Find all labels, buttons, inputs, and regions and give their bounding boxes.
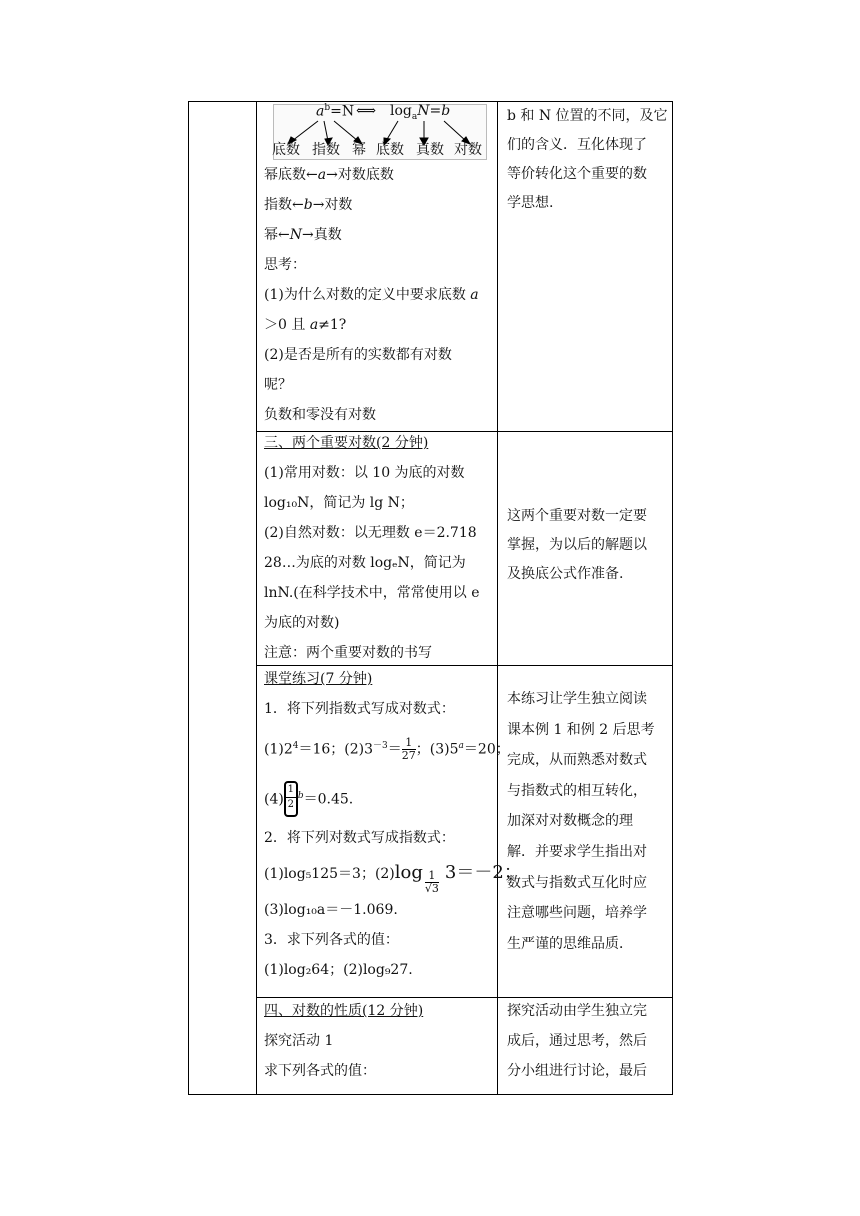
exercise-2-line1: (1)log₅125＝3；(2)log $\frac{1}{√3}$ 3＝－2；	[264, 862, 522, 896]
mapping-line: 幂底数←a→对数底数	[264, 167, 394, 183]
section-2-content	[264, 160, 479, 430]
text-line: (2)自然对数：以无理数 e＝2.718	[264, 525, 477, 541]
log-base-fraction: $\frac{1}{√3}$	[424, 869, 439, 896]
diagram-log-form: $\log_aN=b$	[390, 103, 451, 122]
text-line: 探究活动 1	[264, 1033, 334, 1049]
text-line: log₁₀N，简记为 lg N；	[264, 495, 414, 511]
question-2: (2)是否是所有的实数都有对数	[264, 347, 452, 363]
table-right-border	[672, 101, 673, 1095]
practice-note: 本练习让学生独立阅读 课本例 1 和例 2 后思考 完成，从而熟悉对数式 与指数式的相互转化， 加深对对数概念的理 解．并要求学生指出对 数式与指数式互化时应 注意哪些问题，培养学 生严谨的思维品质．	[507, 691, 655, 952]
diagram-label-exponent: 指数	[312, 142, 340, 158]
question-1-cont: ＞0 且 a≠1?	[264, 317, 347, 333]
section-3-note: 这两个重要对数一定要 掌握，为以后的解题以 及换底公式作准备.	[507, 508, 647, 582]
text-line: 注意：两个重要对数的书写	[264, 645, 432, 661]
think-label: 思考：	[264, 257, 306, 273]
table-bottom-border	[188, 1094, 673, 1095]
practice-heading: 课堂练习(7 分钟)	[264, 671, 373, 687]
diagram-label-power: 幂	[352, 142, 366, 158]
exercise-2-line2: (3)log₁₀a＝－1.069.	[264, 902, 398, 919]
table-left-border	[188, 101, 189, 1095]
diagram-label-log-base: 底数	[376, 142, 404, 158]
diagram-label-antilog: 真数	[416, 142, 444, 158]
exercise-3-line: (1)log₂64；(2)log₉27.	[264, 962, 413, 979]
diagram-label-logarithm: 对数	[454, 142, 482, 158]
exercise-1: 1．将下列指数式写成对数式：	[264, 701, 455, 717]
fraction: $\frac{1}{27}$	[401, 736, 416, 763]
section-3-content	[264, 428, 480, 668]
text-line: 为底的对数)	[264, 615, 340, 631]
section-4-heading: 四、对数的性质(12 分钟)	[264, 1003, 424, 1019]
text-line: 28…为底的对数 logₑN，简记为	[264, 555, 466, 571]
diagram-exp-form: $a^b=N$	[316, 103, 355, 120]
section-2-note: b 和 N 位置的不同，及它 们的含义．互化体现了 等价转化这个重要的数 学思想.	[507, 108, 668, 211]
section-4-content	[264, 996, 423, 1086]
question-1: (1)为什么对数的定义中要求底数 a	[264, 287, 479, 303]
exercise-1-line2: (4) $\frac{1}{2}$ $^b$＝0.45.	[264, 772, 522, 824]
log-exp-diagram	[273, 104, 487, 160]
mapping-line: 幂←N→真数	[264, 227, 342, 243]
exercise-1-exprs: $(1)2^4=16$；$(2)3^{-3}=$ $\frac{1}{27}$ ；$(3)5^a=20$；	[264, 736, 510, 763]
table-col-divider-1	[256, 101, 257, 1095]
text-line: 求下列各式的值：	[264, 1063, 376, 1079]
diagram-equivalence-arrow: ⟺	[356, 103, 377, 119]
diagram-label-base: 底数	[272, 142, 300, 158]
mapping-line: 指数←b→对数	[264, 197, 353, 213]
exercise-2: 2．将下列对数式写成指数式：	[264, 830, 455, 847]
answer: 负数和零没有对数	[264, 407, 376, 423]
practice-content	[264, 664, 522, 985]
section-3-heading: 三、两个重要对数(2 分钟)	[264, 435, 429, 451]
section-4-note: 探究活动由学生独立完 成后，通过思考，然后 分小组进行讨论，最后	[507, 1003, 647, 1079]
parenthesized-fraction: $\frac{1}{2}$	[284, 781, 298, 817]
text-line: lnN.(在科学技术中，常常使用以 e	[264, 585, 480, 601]
question-2-cont: 呢？	[264, 377, 292, 393]
text-line: (1)常用对数：以 10 为底的对数	[264, 465, 465, 481]
exercise-3: 3．求下列各式的值：	[264, 932, 399, 949]
